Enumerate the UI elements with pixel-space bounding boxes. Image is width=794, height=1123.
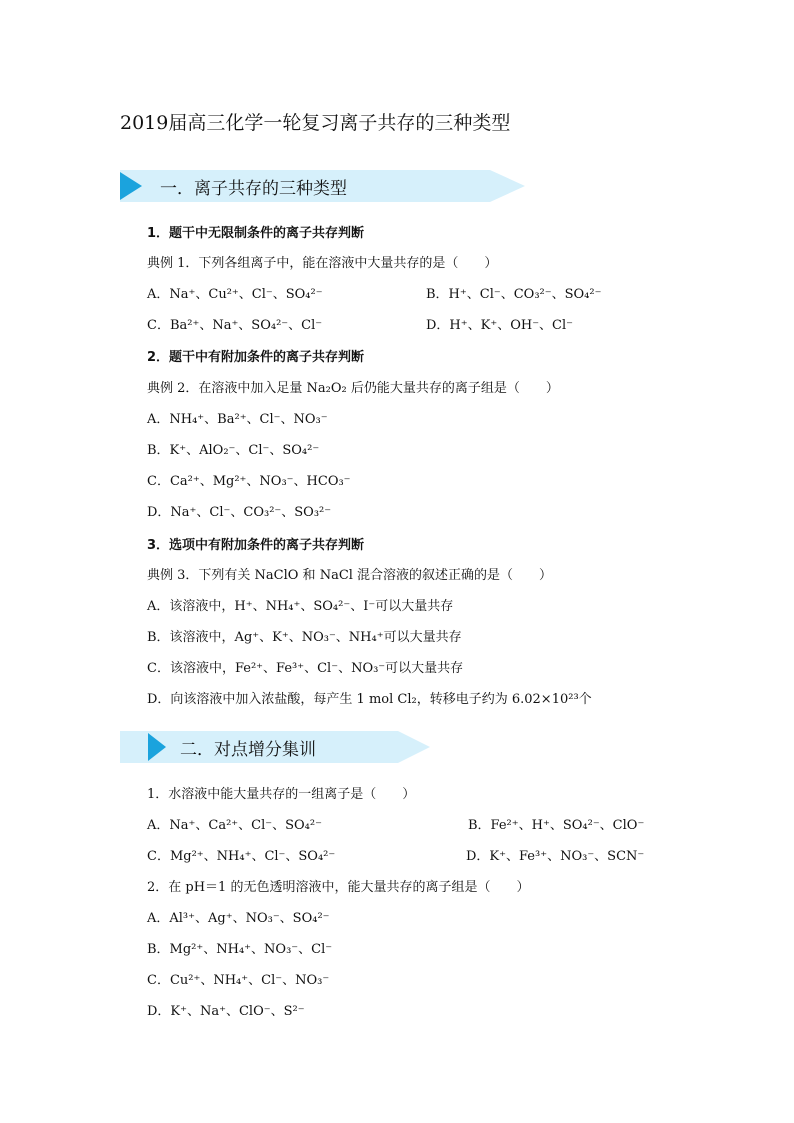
option-c: C．Mg²⁺、NH₄⁺、Cl⁻、SO₄²⁻: [147, 849, 336, 864]
section-heading-1: 一．离子共存的三种类型: [160, 179, 347, 199]
option-b: B．K⁺、AlO₂⁻、Cl⁻、SO₄²⁻: [147, 443, 320, 458]
option-c: C．Ba²⁺、Na⁺、SO₄²⁻、Cl⁻: [147, 318, 323, 333]
option-a: A．Al³⁺、Ag⁺、NO₃⁻、SO₄²⁻: [147, 911, 330, 926]
section-heading-2: 二．对点增分集训: [180, 740, 316, 760]
option-c: C．Cu²⁺、NH₄⁺、Cl⁻、NO₃⁻: [147, 973, 330, 988]
exercise-stem-2: 2．在 pH＝1 的无色透明溶液中，能大量共存的离子组是（ ）: [147, 880, 530, 895]
option-b: B．Fe²⁺、H⁺、SO₄²⁻、ClO⁻: [468, 818, 645, 833]
option-d: D．Na⁺、Cl⁻、CO₃²⁻、SO₃²⁻: [147, 505, 332, 520]
option-d: D．K⁺、Na⁺、ClO⁻、S²⁻: [147, 1004, 305, 1019]
question-stem-3: 典例 3．下列有关 NaClO 和 NaCl 混合溶液的叙述正确的是（ ）: [147, 568, 553, 583]
section-banner-1: [120, 170, 530, 202]
option-d: D．向该溶液中加入浓盐酸，每产生 1 mol Cl₂，转移电子约为 6.02×10²³个: [147, 692, 592, 707]
option-a: A．Na⁺、Ca²⁺、Cl⁻、SO₄²⁻: [147, 818, 322, 833]
option-a: A．Na⁺、Cu²⁺、Cl⁻、SO₄²⁻: [147, 287, 323, 302]
option-b: B．该溶液中，Ag⁺、K⁺、NO₃⁻、NH₄⁺可以大量共存: [147, 630, 462, 645]
subheading-3: 3．选项中有附加条件的离子共存判断: [147, 538, 365, 553]
question-stem-2: 典例 2．在溶液中加入足量 Na₂O₂ 后仍能大量共存的离子组是（ ）: [147, 381, 559, 396]
question-stem-1: 典例 1．下列各组离子中，能在溶液中大量共存的是（ ）: [147, 256, 498, 271]
option-a: A．NH₄⁺、Ba²⁺、Cl⁻、NO₃⁻: [147, 412, 328, 427]
document-title: 2019届高三化学一轮复习离子共存的三种类型: [120, 112, 511, 134]
exercise-stem-1: 1．水溶液中能大量共存的一组离子是（ ）: [147, 787, 416, 802]
option-b: B．Mg²⁺、NH₄⁺、NO₃⁻、Cl⁻: [147, 942, 333, 957]
section-banner-2: [120, 731, 435, 763]
option-a: A．该溶液中，H⁺、NH₄⁺、SO₄²⁻、I⁻可以大量共存: [147, 599, 454, 614]
option-c: C．该溶液中，Fe²⁺、Fe³⁺、Cl⁻、NO₃⁻可以大量共存: [147, 661, 464, 676]
subheading-2: 2．题干中有附加条件的离子共存判断: [147, 350, 365, 365]
option-c: C．Ca²⁺、Mg²⁺、NO₃⁻、HCO₃⁻: [147, 474, 351, 489]
subheading-1: 1．题干中无限制条件的离子共存判断: [147, 226, 365, 241]
option-d: D．K⁺、Fe³⁺、NO₃⁻、SCN⁻: [466, 849, 645, 864]
option-d: D．H⁺、K⁺、OH⁻、Cl⁻: [426, 318, 574, 333]
option-b: B．H⁺、Cl⁻、CO₃²⁻、SO₄²⁻: [426, 287, 602, 302]
